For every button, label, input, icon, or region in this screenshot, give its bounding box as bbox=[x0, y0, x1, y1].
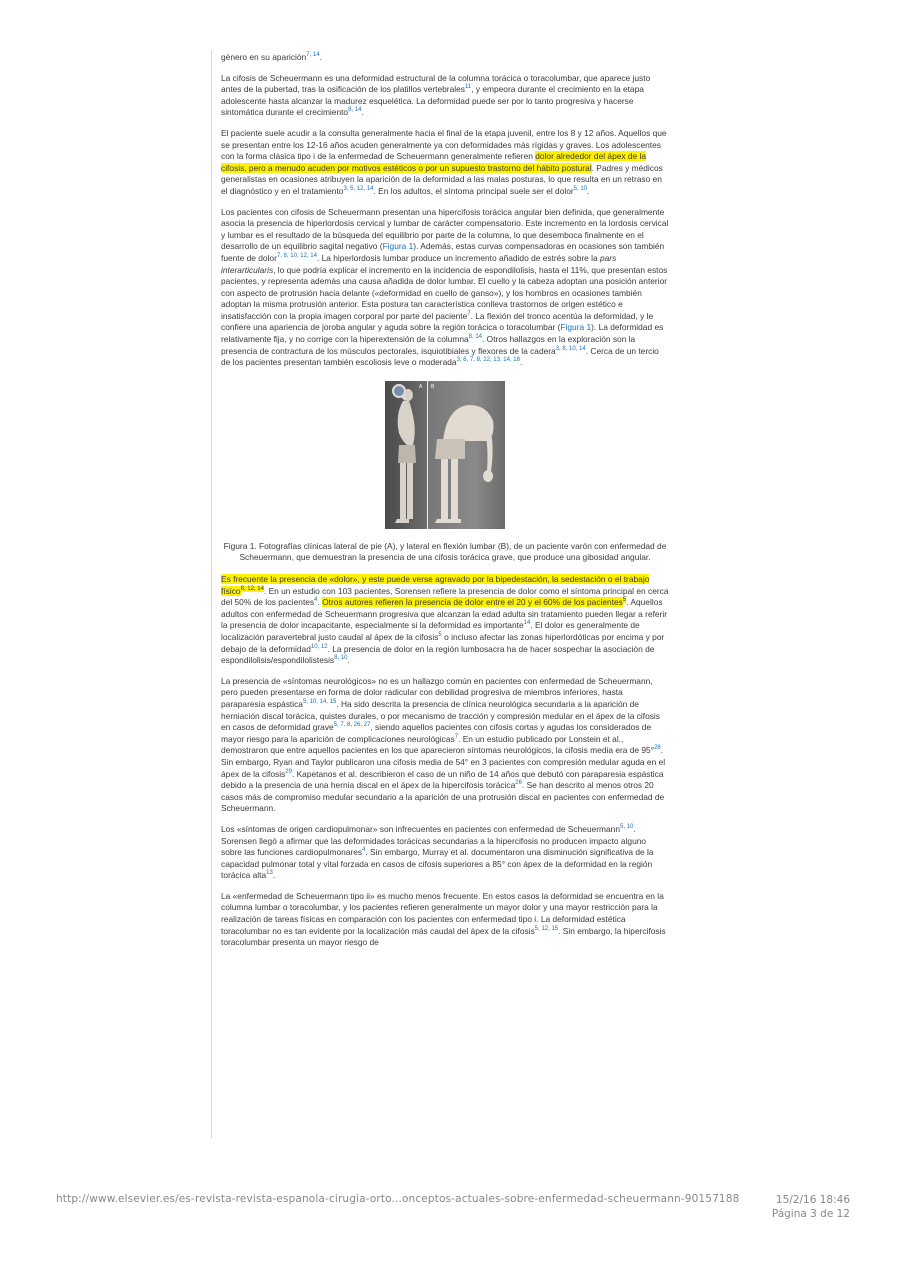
text: o incluso afectar las zonas hiperlordóticas por encima y por debajo de la deformidad bbox=[221, 632, 665, 654]
text: . bbox=[317, 597, 323, 608]
text: . La flexión del tronco acentúa la deformidad, y le confiere una apariencia de joroba angular y aguda sobre la región torácica o toracolumbar ( bbox=[221, 310, 654, 333]
reference-link[interactable]: 28 bbox=[654, 745, 661, 752]
paragraph-cardiopulmonary bbox=[221, 824, 669, 882]
bending-figure bbox=[435, 405, 494, 523]
paragraph-presentation bbox=[221, 128, 669, 198]
text: . Sin embargo, Murray et al. documentaron una disminución significativa de la capacidad pulmonar total y vital forzada en casos de cifosis superiores a 85° con ápex de la deformidad en la región torácica alta bbox=[221, 847, 654, 881]
reference-link[interactable]: 8, 14 bbox=[348, 107, 362, 114]
reference-link[interactable]: 7 bbox=[467, 310, 471, 317]
text: Los «síntomas de origen cardiopulmonar» son infrecuentes en pacientes con enfermedad de Scheuermann bbox=[221, 823, 620, 834]
text: . Sin embargo, Ryan and Taylor publicaron una cifosis media de 54° en 3 pacientes con compresión medular aguda en el ápex de la cifosis bbox=[221, 745, 666, 779]
paragraph-neurological bbox=[221, 676, 669, 815]
text: . Ha sido descrita la presencia de clínica neurológica secundaria a la aparición de herniación discal torácica, quistes durales, o por mecanismo de tracción y compresión medular en el ápex de la cifosis en casos de deformidad grave bbox=[221, 698, 660, 733]
text: género en su aparición bbox=[221, 52, 307, 62]
text: . La hiperlordosis lumbar produce un incremento añadido de estrés sobre la bbox=[316, 252, 600, 263]
figure-1 bbox=[221, 381, 669, 564]
text: . En los adultos, el síntoma principal suele ser el dolor bbox=[373, 185, 574, 196]
paragraph-pain bbox=[221, 574, 669, 667]
reference-link[interactable]: 5 bbox=[438, 632, 442, 638]
text: , y empeora durante el crecimiento en la etapa adolescente hasta alcanzar la madurez esquelética. La deformidad puede ser por lo tanto progresiva y hacerse sintomática durante el crecimiento bbox=[221, 84, 644, 118]
reference-link[interactable]: 5 bbox=[622, 597, 627, 604]
figure-link[interactable]: Figura 1 bbox=[560, 322, 592, 333]
text: La cifosis de Scheuermann es una deformidad estructural de la columna torácica o toracolumbar, que aparece justo antes de la pubertad, tras la osificación de los platillos vertebrales bbox=[221, 72, 651, 95]
reference-link[interactable]: 7, 8, 10, 12, 14 bbox=[276, 252, 317, 259]
text: . En un estudio con 103 pacientes, Sorensen refiere la presencia de dolor como el síntoma principal en cerca del 50% de los pacientes bbox=[221, 585, 669, 608]
figure-link[interactable]: Figura 1 bbox=[382, 241, 414, 252]
text: . Otros hallazgos en la exploración son la presencia de contractura de los músculos pectorales, isquiotibiales y flexores de la cadera bbox=[221, 334, 636, 356]
reference-link[interactable]: 5, 7, 8, 26, 27 bbox=[333, 722, 371, 729]
text: . Aquellos adultos con enfermedad de Scheuermann progresiva que alcanzan la edad adulta sin tratamiento pueden llegar a referir la presencia de dolor incapacitante, especialmente si la deformidad es importante bbox=[221, 597, 668, 631]
footer-date-page bbox=[772, 1193, 850, 1221]
patient-silhouettes bbox=[385, 381, 505, 529]
text: . bbox=[587, 185, 590, 196]
highlighted-text: Es frecuente la presencia de «dolor», y este puede verse agravado por la bipedestación, la sedestación o el trabajo físico bbox=[221, 574, 650, 596]
figure-caption: Figura 1. Fotografías clínicas lateral de pie (A), y lateral en flexión lumbar (B), de un paciente varón con enfermedad de Scheuermann, que demuestran la presencia de una cifosis torácica grave, que produce una gibosidad angular. bbox=[223, 540, 667, 563]
footer-source-url: http://www.elsevier.es/es-revista-revista-espanola-cirugia-orto...onceptos-actuales-sobre-enfermedad-scheuermann-90157188 bbox=[56, 1193, 740, 1205]
highlighted-text: dolor alrededor del ápex de la cifosis, pero a menudo acuden por motivos estéticos o por un supuesto trastorno del hábito postural bbox=[221, 151, 647, 173]
text: . bbox=[272, 870, 276, 881]
text: . bbox=[519, 357, 523, 368]
reference-link[interactable]: 13 bbox=[266, 870, 273, 877]
text: El paciente suele acudir a la consulta generalmente hacia el final de la etapa juvenil, entre los 8 y 12 años. Aquellos que se presentan entre los 12-16 años acuden generalmente ya con deformidades más rígidas y graves. Los adolescentes con la forma clásica tipo i de la enfermedad de Scheuermann generalmente refieren bbox=[221, 127, 667, 162]
text: Los pacientes con cifosis de Scheuermann presentan una hipercifosis torácica angular bien definida, que generalmente asocia la presencia de hiperlordosis cervical y lumbar de carácter compensatorio. Este incremento en la lordosis cervical y lumbar es el resultado de la búsqueda del equilibrio por parte de la columna, lo que desemboca finalmente en el desarrollo de un equilibrio sagital negativo ( bbox=[221, 206, 669, 252]
text: . El dolor es generalmente de localización paravertebral justo caudal al ápex de la cifosis bbox=[221, 620, 640, 642]
reference-link[interactable]: 11 bbox=[464, 84, 472, 91]
reference-link[interactable]: 3, 8, 10, 14 bbox=[555, 345, 586, 352]
text: . Sorensen llegó a afirmar que las deformidades torácicas secundarias a la hipercifosis no producen impacto alguno sobre las funciones cardiopulmonares bbox=[221, 823, 647, 858]
paragraph-type-ii bbox=[221, 891, 669, 949]
italic-term: pars interarticularis bbox=[221, 252, 617, 275]
text: . Se han descrito al menos otros 20 casos más de compromiso medular secundario a la aparición de una protrusión discal en pacientes con enfermedad de Scheuermann. bbox=[221, 780, 665, 814]
reference-link[interactable]: 26 bbox=[515, 780, 522, 787]
text: . Kapetanos et al. describieron el caso de un niño de 14 años que debutó con paraparesia espástica debido a la presencia de una hernia discal en el ápex de la hipercifosis torácica bbox=[221, 768, 664, 791]
clinical-photograph[interactable] bbox=[385, 381, 505, 529]
text: , lo que podría explicar el incremento en la incidencia de espondilolisis, hasta el 11%, que presentan estos pacientes, y representa además una causa añadida de dolor lumbar. El cuello y la cabeza adoptan una posición anterior con aspecto de protrusión hacia delante («deformidad en cuello de ganso»), y los hombros en ocasiones también adoptan la misma protrusión anterior. Esta postura tan característica conlleva trastornos de origen estético e insatisfacción con la propia imagen corporal por parte del paciente bbox=[221, 264, 668, 321]
reference-link[interactable]: 3, 6, 7, 8, 12, 13, 14, 18 bbox=[456, 357, 520, 364]
text: , siendo aquellos pacientes con cifosis cortas y agudas los considerados de mayor riesgo para la aparición de complicaciones neurológicas bbox=[221, 722, 652, 744]
highlighted-text: Otros autores refieren la presencia de dolor entre el 20 y el 60% de los pacientes bbox=[322, 597, 623, 608]
reference-link[interactable]: 7, 14 bbox=[306, 52, 320, 58]
reference-link[interactable]: 4 bbox=[314, 597, 318, 604]
text: . La presencia de dolor en la región lumbosacra ha de hacer sospechar la asociación de espondilolisis/espondilolistesis bbox=[221, 643, 655, 666]
reference-link[interactable]: 5, 12, 15 bbox=[534, 925, 559, 932]
reference-link[interactable]: 7 bbox=[454, 733, 459, 740]
reference-link[interactable]: 3, 5, 12, 14 bbox=[343, 185, 374, 192]
reference-link[interactable]: 5, 10 bbox=[620, 823, 634, 830]
reference-link[interactable]: 29 bbox=[285, 768, 292, 775]
standing-figure bbox=[395, 389, 416, 523]
reference-link[interactable]: 5, 10, 14, 15 bbox=[302, 698, 337, 705]
text: . En un estudio publicado por Lonstein et al., demostraron que entre aquellos pacientes en los que aparecieron síntomas neurológicos, la cifosis media era de 95° bbox=[221, 733, 655, 756]
text: . Padres y médicos generalistas en ocasiones atribuyen la aparición de la deformidad a las malas posturas, lo que resulta en un retraso en el diagnóstico y en el tratamiento bbox=[221, 162, 663, 196]
zoom-magnifier-icon[interactable] bbox=[392, 384, 406, 398]
article-body bbox=[221, 52, 669, 958]
reference-link[interactable]: 5, 10 bbox=[573, 185, 588, 192]
text: . Cerca de un tercio de los pacientes presentan también escoliosis leve o moderada bbox=[221, 345, 659, 368]
panel-label-a: A bbox=[419, 383, 423, 390]
text: . Sin embargo, la hipercifosis toracolumbar presenta un mayor riesgo de bbox=[221, 925, 666, 948]
text: La presencia de «síntomas neurológicos» no es un hallazgo común en pacientes con enfermedad de Scheuermann, pero pueden presentarse en forma de dolor radicular con debilidad progresiva de miembros inferiores, hasta paraparesia espástica bbox=[221, 675, 653, 709]
reference-link[interactable]: 10, 12 bbox=[310, 643, 328, 650]
reference-link[interactable]: 4 bbox=[362, 847, 366, 854]
reference-link[interactable]: 8, 10 bbox=[334, 655, 348, 662]
text: . bbox=[361, 107, 364, 118]
text: ). Además, estas curvas compensadoras en ocasiones son también fuente de dolor bbox=[221, 241, 665, 263]
panel-divider bbox=[427, 381, 428, 529]
panel-label-b: B bbox=[431, 383, 435, 390]
text: La «enfermedad de Scheuermann tipo ii» es mucho menos frecuente. En estos casos la deformidad se encuentra en la columna lumbar o toracolumbar, y los pacientes refieren generalmente un mayor dolor y una mayor restricción para la realización de tareas físicas en comparación con los pacientes con enfermedad tipo i. La deformidad estética toracolumbar no es tan evidente por la localización más caudal del ápex de la cifosis bbox=[221, 890, 664, 936]
reference-link[interactable]: 14 bbox=[523, 620, 531, 627]
text: . bbox=[347, 655, 350, 666]
paragraph-intro-end bbox=[221, 52, 669, 64]
text: ). La deformidad es relativamente fija, y no corrige con la hiperextensión de la columna bbox=[221, 322, 664, 345]
reference-link[interactable]: 8, 14 bbox=[468, 334, 483, 341]
reference-link[interactable]: 8, 12, 14 bbox=[240, 585, 264, 592]
paragraph-definition bbox=[221, 73, 669, 119]
footer-datetime: 15/2/16 18:46 bbox=[775, 1194, 850, 1206]
paragraph-clinical-signs bbox=[221, 207, 669, 369]
text: . bbox=[319, 52, 322, 62]
footer-page-number: Página 3 de 12 bbox=[771, 1208, 850, 1220]
